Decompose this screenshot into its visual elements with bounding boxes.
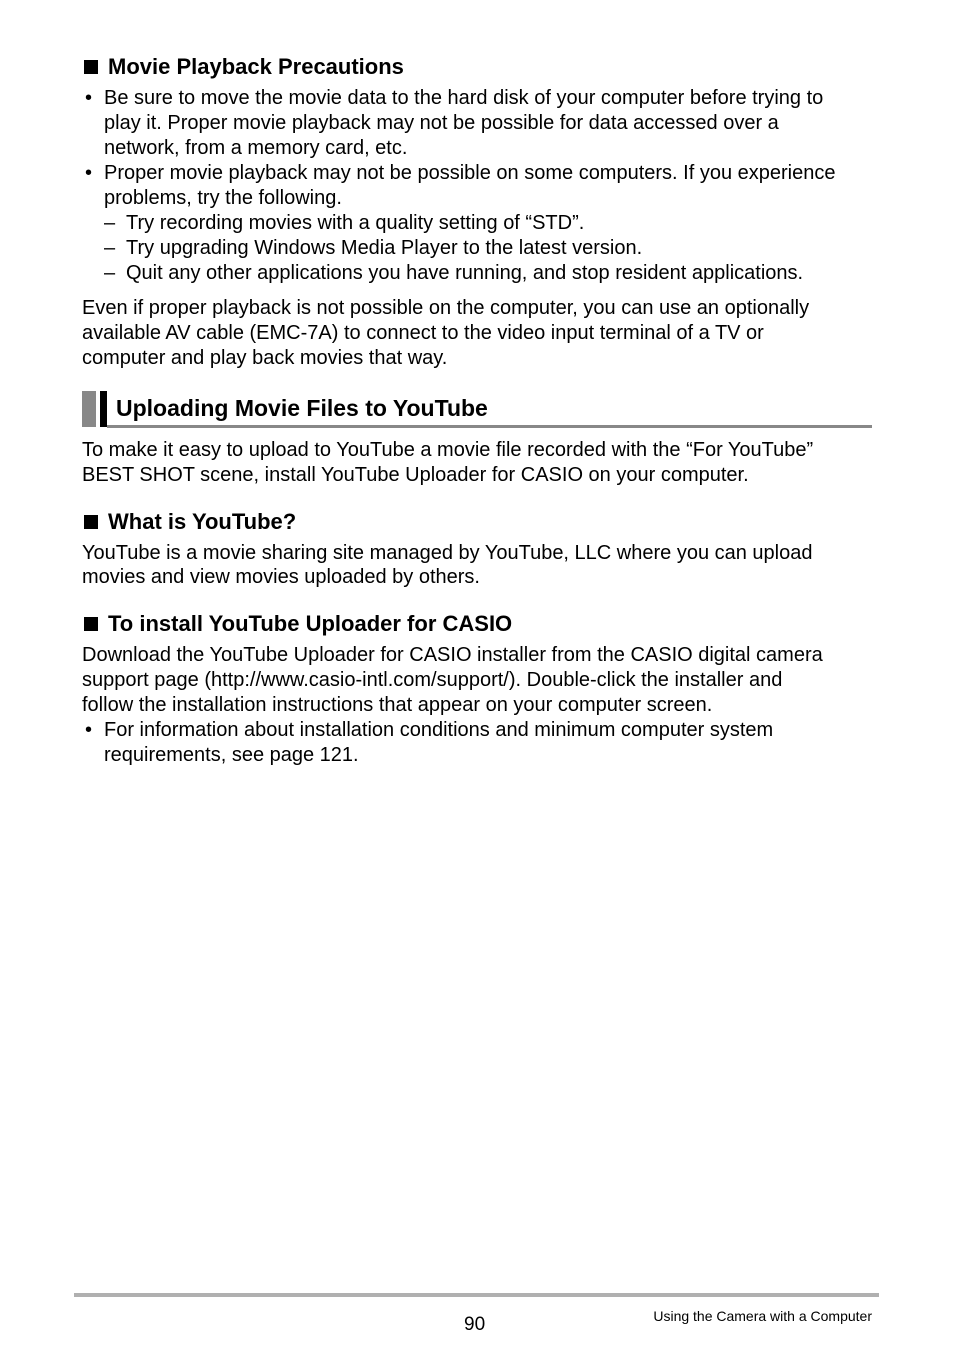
text-line: Download the YouTube Uploader for CASIO installer from the CASIO digital camera	[82, 644, 823, 666]
text-line: movies and view movies uploaded by others.	[82, 566, 480, 588]
sub-item: Quit any other applications you have running, and stop resident applications.	[126, 262, 804, 284]
bullet-icon: •	[85, 162, 93, 184]
text-line: Be sure to move the movie data to the hard disk of your computer before trying to	[104, 87, 824, 109]
sub-item: Try upgrading Windows Media Player to the latest version.	[126, 237, 643, 259]
intro-line: To make it easy to upload to YouTube a movie file recorded with the “For YouTube”	[82, 439, 814, 461]
text-line: network, from a memory card, etc.	[104, 137, 408, 159]
text-line: YouTube is a movie sharing site managed by YouTube, LLC where you can upload	[82, 542, 813, 564]
dash-icon: –	[104, 212, 116, 234]
section-bar-marker	[100, 391, 107, 427]
text-line: follow the installation instructions that appear on your computer screen.	[82, 694, 713, 716]
section-title: Uploading Movie Files to YouTube	[116, 395, 488, 421]
text-line: problems, try the following.	[104, 187, 342, 209]
section-underline	[107, 425, 872, 428]
square-bullet-icon	[84, 515, 98, 529]
paragraph-line: available AV cable (EMC-7A) to connect to the video input terminal of a TV or	[82, 322, 764, 344]
text-line: requirements, see page 121.	[104, 744, 359, 766]
page-number: 90	[464, 1314, 486, 1335]
paragraph-line: Even if proper playback is not possible on the computer, you can use an optionally	[82, 297, 810, 319]
square-bullet-icon	[84, 60, 98, 74]
dash-icon: –	[104, 262, 116, 284]
footer-rule	[74, 1293, 879, 1297]
sub-item: Try recording movies with a quality setting of “STD”.	[126, 212, 585, 234]
heading-movie-playback-precautions: Movie Playback Precautions	[84, 54, 404, 80]
footer-chapter: Using the Camera with a Computer	[653, 1308, 872, 1324]
paragraph-line: computer and play back movies that way.	[82, 347, 448, 369]
bullet-icon: •	[85, 719, 93, 741]
bullet-icon: •	[85, 87, 93, 109]
text-line: support page (http://www.casio-intl.com/support/). Double-click the installer and	[82, 669, 783, 691]
dash-icon: –	[104, 237, 116, 259]
heading-install-uploader: To install YouTube Uploader for CASIO	[84, 611, 512, 637]
section-bar-marker	[82, 391, 96, 427]
text-line: play it. Proper movie playback may not be possible for data accessed over a	[104, 112, 779, 134]
square-bullet-icon	[84, 617, 98, 631]
intro-line: BEST SHOT scene, install YouTube Uploader for CASIO on your computer.	[82, 464, 749, 486]
text-line: Proper movie playback may not be possible on some computers. If you experience	[104, 162, 836, 184]
heading-what-is-youtube: What is YouTube?	[84, 509, 296, 535]
section-header	[82, 391, 872, 429]
text-line: For information about installation conditions and minimum computer system	[104, 719, 774, 741]
